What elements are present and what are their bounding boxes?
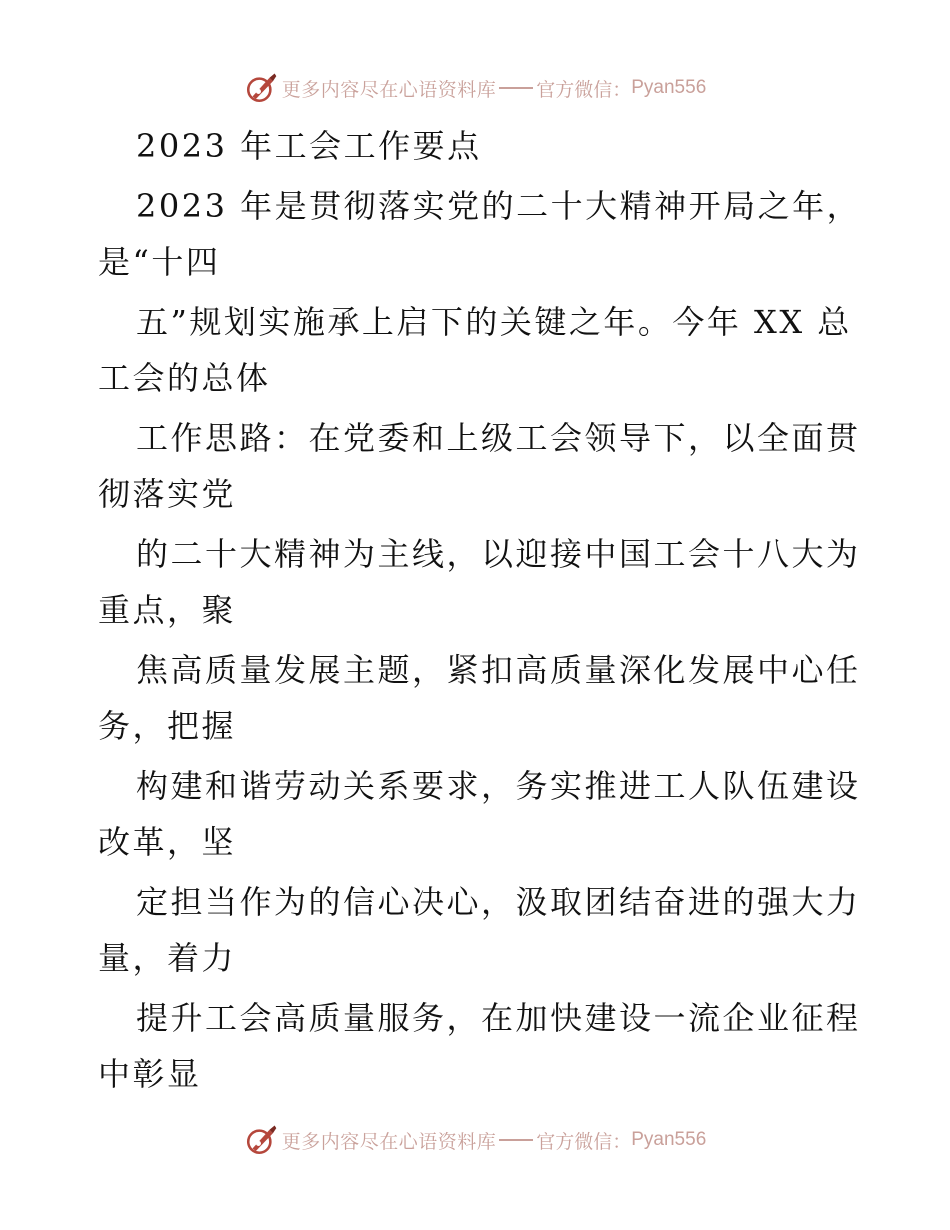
document-line: 改革，坚	[98, 823, 237, 861]
document-line: 务，把握	[98, 707, 237, 745]
pen-logo-icon	[244, 1123, 278, 1157]
document-line: 彻落实党	[98, 475, 237, 513]
document-title: 2023 年工会工作要点	[136, 127, 482, 165]
footer-banner-wechat-id: Pyan556	[631, 1129, 707, 1150]
document-line: 焦高质量发展主题，紧扣高质量深化发展中心任	[136, 651, 861, 689]
document-line: 定担当作为的信心决心，汲取团结奋进的强大力	[136, 883, 861, 921]
pen-logo-icon	[244, 71, 278, 105]
document-line: 提升工会高质量服务，在加快建设一流企业征程	[136, 999, 861, 1037]
header-banner-official: 官方微信：	[536, 78, 632, 101]
header-banner-text: 更多内容尽在心语资料库	[281, 78, 497, 101]
document-line: 工会的总体	[98, 359, 271, 397]
document-line: 构建和谐劳动关系要求，务实推进工人队伍建设	[136, 767, 861, 805]
footer-banner-official: 官方微信：	[536, 1130, 632, 1153]
document-line: 2023 年是贯彻落实党的二十大精神开局之年，	[136, 187, 862, 225]
header-banner-wechat-id: Pyan556	[631, 77, 707, 98]
document-line: 是“十四	[98, 243, 221, 281]
document-line: 重点，聚	[98, 591, 237, 629]
document-line: 量，着力	[98, 939, 237, 977]
document-line: 的二十大精神为主线，以迎接中国工会十八大为	[136, 535, 861, 573]
document-line: 工作思路：在党委和上级工会领导下，以全面贯	[136, 419, 861, 457]
footer-watermark-banner	[0, 1120, 950, 1160]
header-watermark-banner	[0, 68, 950, 108]
header-banner-dash	[499, 87, 533, 89]
footer-banner-dash	[499, 1139, 533, 1141]
document-line: 中彰显	[98, 1055, 202, 1093]
footer-banner-text: 更多内容尽在心语资料库	[281, 1130, 497, 1153]
document-line: 五”规划实施承上启下的关键之年。今年 XX 总	[136, 303, 852, 341]
